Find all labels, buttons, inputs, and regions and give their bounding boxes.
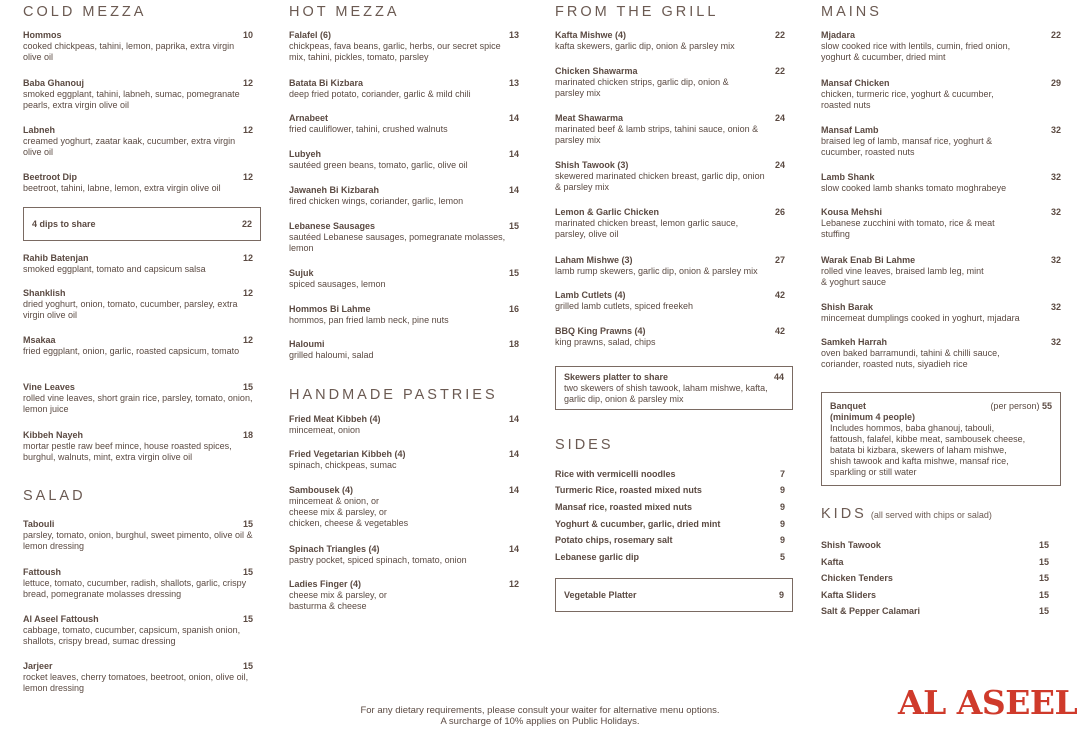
item-price: 14 <box>508 414 519 424</box>
pastries-title: HANDMADE PASTRIES <box>289 387 498 403</box>
banquet-name: Banquet <box>830 401 866 411</box>
platter-name: Skewers platter to share <box>564 372 669 382</box>
item-price: 22 <box>1050 30 1061 40</box>
menu-item <box>289 221 519 254</box>
item-name: Mansaf Chicken <box>821 78 890 88</box>
side-price: 7 <box>779 469 785 479</box>
menu-item <box>555 30 785 52</box>
side-name: Yoghurt & cucumber, garlic, dried mint <box>555 519 721 529</box>
kids-name: Shish Tawook <box>821 540 881 550</box>
banquet-desc: Includes hommos, baba ghanouj, tabouli, fattoush, falafel, kibbe meat, sambousek cheese, batata bi kizbara, skewers of laham mishwe, shish tawook and kafta mishwe, mansaf rice, sparkling or still water <box>830 423 1026 477</box>
menu-item <box>23 288 253 321</box>
item-desc: creamed yoghurt, zaatar kaak, cucumber, extra virgin olive oil <box>23 136 236 157</box>
item-price: 32 <box>1050 302 1061 312</box>
item-name: Lubyeh <box>289 149 322 159</box>
menu-item <box>821 337 1061 370</box>
item-name: Jarjeer <box>23 661 53 671</box>
item-price: 12 <box>242 125 253 135</box>
item-desc: braised leg of lamb, mansaf rice, yoghurt & cucumber, roasted nuts <box>821 136 993 157</box>
item-desc: skewered marinated chicken breast, garlic dip, onion & parsley mix <box>555 171 765 192</box>
item-price: 14 <box>508 113 519 123</box>
side-name: Rice with vermicelli noodles <box>555 469 676 479</box>
item-desc: smoked eggplant, tahini, labneh, sumac, pomegranate pearls, extra virgin olive oil <box>23 89 240 110</box>
item-price: 32 <box>1050 125 1061 135</box>
item-desc: beetroot, tahini, labne, lemon, extra virgin olive oil <box>23 183 221 193</box>
item-price: 14 <box>508 185 519 195</box>
side-item <box>555 535 785 546</box>
banquet-price: 55 <box>1041 401 1052 411</box>
item-name: Kousa Mehshi <box>821 207 883 217</box>
kids-heading: KIDS <box>821 506 867 522</box>
item-name: Sambousek (4) <box>289 485 354 495</box>
menu-item <box>23 125 253 158</box>
item-desc: king prawns, salad, chips <box>555 337 656 347</box>
footer-line-2: A surcharge of 10% applies on Public Holidays. <box>440 716 640 727</box>
item-desc: sautéed green beans, tomato, garlic, olive oil <box>289 160 468 170</box>
item-price: 32 <box>1050 207 1061 217</box>
item-price: 22 <box>774 30 785 40</box>
banquet-box <box>821 392 1061 486</box>
item-name: Rahib Batenjan <box>23 253 89 263</box>
item-name: Shish Tawook (3) <box>555 160 629 170</box>
kids-item <box>821 606 1049 617</box>
salad-title: SALAD <box>23 488 86 504</box>
menu-item <box>289 113 519 135</box>
side-name: Turmeric Rice, roasted mixed nuts <box>555 485 702 495</box>
menu-item <box>555 326 785 348</box>
veg-platter-name: Vegetable Platter <box>564 590 637 600</box>
item-name: Kafta Mishwe (4) <box>555 30 627 40</box>
item-desc: smoked eggplant, tomato and capsicum salsa <box>23 264 206 274</box>
item-name: Mjadara <box>821 30 856 40</box>
item-name: Meat Shawarma <box>555 113 624 123</box>
item-name: Baba Ghanouj <box>23 78 85 88</box>
kids-subtitle: (all served with chips or salad) <box>870 510 992 520</box>
skewers-platter-box <box>555 366 793 410</box>
mains-title: MAINS <box>821 4 882 20</box>
menu-item <box>821 207 1061 240</box>
item-price: 15 <box>242 519 253 529</box>
item-desc: spinach, chickpeas, sumac <box>289 460 397 470</box>
item-desc: marinated beef & lamb strips, tahini sauce, onion & parsley mix <box>555 124 759 145</box>
item-desc: rocket leaves, cherry tomatoes, beetroot, onion, olive oil, lemon dressing <box>23 672 249 693</box>
banquet-per-person: (per person) <box>990 401 1040 411</box>
item-desc: mincemeat, onion <box>289 425 361 435</box>
item-name: Samkeh Harrah <box>821 337 888 347</box>
item-desc: kafta skewers, garlic dip, onion & parsley mix <box>555 41 735 51</box>
menu-item <box>23 78 253 111</box>
kids-title <box>821 506 992 522</box>
item-price: 12 <box>242 78 253 88</box>
item-price: 18 <box>508 339 519 349</box>
kids-item <box>821 540 1049 551</box>
item-price: 32 <box>1050 255 1061 265</box>
item-name: Arnabeet <box>289 113 329 123</box>
side-price: 9 <box>779 535 785 545</box>
item-name: Mansaf Lamb <box>821 125 879 135</box>
grill-title: FROM THE GRILL <box>555 4 719 20</box>
item-price: 42 <box>774 326 785 336</box>
side-name: Mansaf rice, roasted mixed nuts <box>555 502 693 512</box>
menu-item <box>289 30 519 63</box>
menu-item <box>555 207 785 240</box>
item-name: Vine Leaves <box>23 382 75 392</box>
item-desc: mincemeat dumplings cooked in yoghurt, mjadara <box>821 313 1020 323</box>
item-name: Kibbeh Nayeh <box>23 430 84 440</box>
item-name: Lamb Cutlets (4) <box>555 290 626 300</box>
side-price: 5 <box>779 552 785 562</box>
item-desc: lettuce, tomato, cucumber, radish, shallots, garlic, crispy bread, pomegranate molasses dressing <box>23 578 247 599</box>
menu-item <box>289 449 519 471</box>
item-name: Beetroot Dip <box>23 172 77 182</box>
item-desc: hommos, pan fried lamb neck, pine nuts <box>289 315 449 325</box>
kids-price: 15 <box>1038 573 1049 583</box>
item-name: Msakaa <box>23 335 56 345</box>
item-desc: oven baked barramundi, tahini & chilli sauce, coriander, roasted nuts, siyadieh rice <box>821 348 1000 369</box>
item-desc: Lebanese zucchini with tomato, rice & meat stuffing <box>821 218 995 239</box>
item-desc: cabbage, tomato, cucumber, capsicum, spanish onion, shallots, crispy bread, sumac dressing <box>23 625 241 646</box>
menu-item <box>289 339 519 361</box>
item-price: 15 <box>242 661 253 671</box>
menu-item <box>555 255 785 277</box>
kids-price: 15 <box>1038 590 1049 600</box>
item-price: 15 <box>242 614 253 624</box>
menu-item <box>289 579 519 612</box>
menu-item <box>555 290 785 312</box>
menu-item <box>821 255 1061 288</box>
item-name: Labneh <box>23 125 56 135</box>
item-name: Jawaneh Bi Kizbarah <box>289 185 380 195</box>
menu-item <box>23 567 253 600</box>
menu-item <box>289 414 519 436</box>
item-price: 42 <box>774 290 785 300</box>
item-desc: fired chicken wings, coriander, garlic, lemon <box>289 196 464 206</box>
item-desc: grilled haloumi, salad <box>289 350 374 360</box>
item-desc: chickpeas, fava beans, garlic, herbs, our secret spice mix, tahini, pickles, tomato, parsley <box>289 41 501 62</box>
kids-item <box>821 557 1049 568</box>
item-name: Fried Meat Kibbeh (4) <box>289 414 381 424</box>
side-item <box>555 485 785 496</box>
item-desc: cheese mix & parsley, or basturma & cheese <box>289 590 387 611</box>
item-name: Hommos Bi Lahme <box>289 304 371 314</box>
item-desc: marinated chicken strips, garlic dip, onion & parsley mix <box>555 77 729 98</box>
item-price: 14 <box>508 544 519 554</box>
side-item <box>555 469 785 480</box>
item-price: 27 <box>774 255 785 265</box>
kids-price: 15 <box>1038 540 1049 550</box>
item-name: Lemon & Garlic Chicken <box>555 207 660 217</box>
item-desc: sautéed Lebanese sausages, pomegranate molasses, lemon <box>289 232 506 253</box>
item-price: 13 <box>508 78 519 88</box>
side-name: Potato chips, rosemary salt <box>555 535 673 545</box>
item-desc: lamb rump skewers, garlic dip, onion & parsley mix <box>555 266 758 276</box>
item-name: Lamb Shank <box>821 172 875 182</box>
item-price: 15 <box>508 221 519 231</box>
item-price: 12 <box>242 253 253 263</box>
item-price: 15 <box>508 268 519 278</box>
item-price: 13 <box>508 30 519 40</box>
side-item <box>555 519 785 530</box>
menu-item <box>289 78 519 100</box>
item-price: 26 <box>774 207 785 217</box>
menu-item <box>289 185 519 207</box>
item-price: 16 <box>508 304 519 314</box>
item-desc: deep fried potato, coriander, garlic & mild chili <box>289 89 471 99</box>
item-name: Lebanese Sausages <box>289 221 376 231</box>
item-name: Batata Bi Kizbara <box>289 78 364 88</box>
item-name: Laham Mishwe (3) <box>555 255 633 265</box>
menu-item <box>821 78 1061 111</box>
item-name: Falafel (6) <box>289 30 332 40</box>
item-name: Ladies Finger (4) <box>289 579 362 589</box>
item-desc: marinated chicken breast, lemon garlic sauce, parsley, olive oil <box>555 218 739 239</box>
item-name: Fattoush <box>23 567 61 577</box>
menu-item <box>289 268 519 290</box>
item-price: 32 <box>1050 172 1061 182</box>
item-desc: mincemeat & onion, or cheese mix & parsley, or chicken, cheese & vegetables <box>289 496 409 528</box>
dips-price: 22 <box>241 219 252 229</box>
menu-item <box>23 30 253 63</box>
side-price: 9 <box>779 485 785 495</box>
al-aseel-logo: AL ASEEL <box>898 683 1078 722</box>
item-price: 24 <box>774 113 785 123</box>
side-price: 9 <box>779 519 785 529</box>
item-price: 15 <box>242 382 253 392</box>
menu-item <box>23 614 253 647</box>
kids-name: Kafta Sliders <box>821 590 877 600</box>
kids-name: Salt & Pepper Calamari <box>821 606 921 616</box>
item-desc: parsley, tomato, onion, burghul, sweet pimento, olive oil & lemon dressing <box>23 530 253 551</box>
item-desc: chicken, turmeric rice, yoghurt & cucumber, roasted nuts <box>821 89 994 110</box>
item-desc: cooked chickpeas, tahini, lemon, paprika, extra virgin olive oil <box>23 41 235 62</box>
menu-item <box>555 113 785 146</box>
menu-item <box>289 304 519 326</box>
item-desc: rolled vine leaves, short grain rice, parsley, tomato, onion, lemon juice <box>23 393 253 414</box>
item-price: 14 <box>508 149 519 159</box>
kids-name: Chicken Tenders <box>821 573 893 583</box>
platter-price: 44 <box>773 372 784 382</box>
item-name: Al Aseel Fattoush <box>23 614 99 624</box>
item-name: Spinach Triangles (4) <box>289 544 380 554</box>
menu-item <box>821 30 1061 63</box>
item-desc: slow cooked rice with lentils, cumin, fried onion, yoghurt & cucumber, dried mint <box>821 41 1011 62</box>
menu-item <box>23 172 253 194</box>
kids-item <box>821 590 1049 601</box>
item-name: Tabouli <box>23 519 55 529</box>
item-price: 12 <box>242 335 253 345</box>
item-price: 24 <box>774 160 785 170</box>
side-price: 9 <box>779 502 785 512</box>
cold-mezza-title: COLD MEZZA <box>23 4 147 20</box>
menu-item <box>23 661 253 694</box>
banquet-minimum: (minimum 4 people) <box>830 412 916 422</box>
item-desc: spiced sausages, lemon <box>289 279 386 289</box>
hot-mezza-title: HOT MEZZA <box>289 4 400 20</box>
dips-share-box <box>23 207 261 241</box>
kids-item <box>821 573 1049 584</box>
menu-item <box>23 335 253 357</box>
item-desc: rolled vine leaves, braised lamb leg, mint & yoghurt sauce <box>821 266 984 287</box>
item-name: Sujuk <box>289 268 314 278</box>
item-desc: fried eggplant, onion, garlic, roasted capsicum, tomato <box>23 346 240 356</box>
item-desc: dried yoghurt, onion, tomato, cucumber, parsley, extra virgin olive oil <box>23 299 238 320</box>
platter-desc: two skewers of shish tawook, laham mishwe, kafta, garlic dip, onion & parsley mix <box>564 383 768 404</box>
footer-note <box>300 705 780 727</box>
item-desc: grilled lamb cutlets, spiced freekeh <box>555 301 694 311</box>
menu-item <box>289 149 519 171</box>
menu-item <box>821 172 1061 194</box>
item-price: 18 <box>242 430 253 440</box>
item-name: Fried Vegetarian Kibbeh (4) <box>289 449 406 459</box>
veg-platter-price: 9 <box>778 590 784 600</box>
item-name: Chicken Shawarma <box>555 66 638 76</box>
item-name: BBQ King Prawns (4) <box>555 326 646 336</box>
item-desc: fried cauliflower, tahini, crushed walnuts <box>289 124 448 134</box>
item-price: 32 <box>1050 337 1061 347</box>
menu-item <box>23 382 253 415</box>
kids-price: 15 <box>1038 606 1049 616</box>
item-name: Haloumi <box>289 339 325 349</box>
menu-item <box>821 125 1061 158</box>
sides-title: SIDES <box>555 437 614 453</box>
item-price: 15 <box>242 567 253 577</box>
menu-item <box>555 160 785 193</box>
item-desc: pastry pocket, spiced spinach, tomato, onion <box>289 555 467 565</box>
item-price: 12 <box>242 288 253 298</box>
dips-label: 4 dips to share <box>32 219 96 229</box>
item-price: 22 <box>774 66 785 76</box>
side-item <box>555 552 785 563</box>
footer-line-1: For any dietary requirements, please consult your waiter for alternative menu options. <box>360 705 720 716</box>
side-item <box>555 502 785 513</box>
item-price: 12 <box>508 579 519 589</box>
kids-name: Kafta <box>821 557 844 567</box>
menu-item <box>23 519 253 552</box>
item-desc: slow cooked lamb shanks tomato moghrabeye <box>821 183 1007 193</box>
kids-price: 15 <box>1038 557 1049 567</box>
item-name: Warak Enab Bi Lahme <box>821 255 916 265</box>
menu-item <box>555 66 785 99</box>
menu-item <box>289 544 519 566</box>
item-price: 29 <box>1050 78 1061 88</box>
item-price: 10 <box>242 30 253 40</box>
vegetable-platter-box <box>555 578 793 612</box>
item-price: 14 <box>508 449 519 459</box>
menu-item <box>821 302 1061 324</box>
item-name: Hommos <box>23 30 62 40</box>
side-name: Lebanese garlic dip <box>555 552 640 562</box>
item-price: 12 <box>242 172 253 182</box>
menu-item <box>23 253 253 275</box>
item-desc: mortar pestle raw beef mince, house roasted spices, burghul, walnuts, mint, extra virgin olive oil <box>23 441 232 462</box>
item-name: Shish Barak <box>821 302 874 312</box>
item-price: 14 <box>508 485 519 495</box>
menu-item <box>289 485 519 529</box>
item-name: Shanklish <box>23 288 66 298</box>
menu-item <box>23 430 253 463</box>
